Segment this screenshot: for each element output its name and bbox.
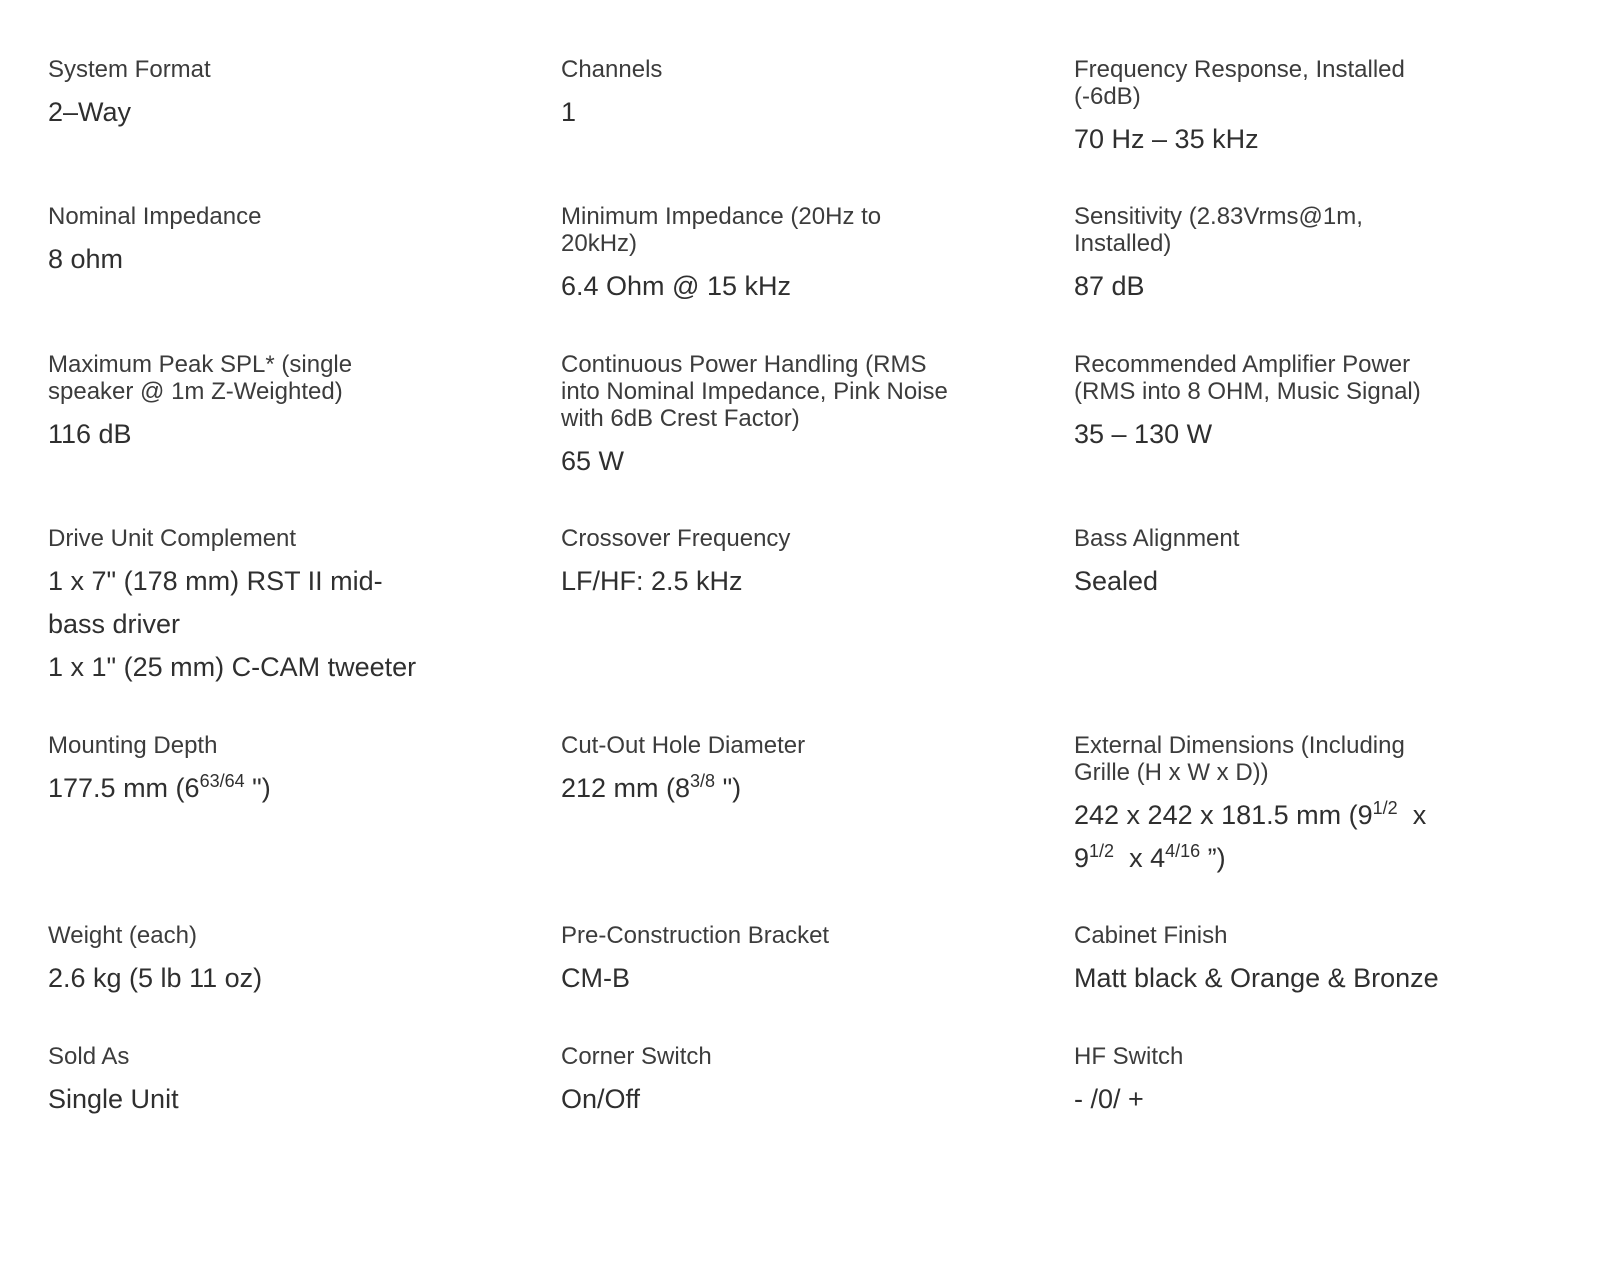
- spec-label: Nominal Impedance: [48, 203, 262, 230]
- spec-value: Matt black & Orange & Bronze: [1074, 963, 1439, 993]
- fraction: 4/16: [1165, 841, 1201, 861]
- spec-cabinet-finish: [1074, 922, 1464, 1000]
- spec-row: [48, 525, 1588, 732]
- value-text: "): [715, 773, 742, 803]
- spec-external-dimensions: [1074, 732, 1464, 880]
- spec-continuous-power-handling: [561, 351, 951, 483]
- spec-label: Weight (each): [48, 922, 197, 949]
- spec-value: [1074, 794, 1464, 880]
- spec-crossover-frequency: [561, 525, 951, 603]
- spec-label: Mounting Depth: [48, 732, 218, 759]
- spec-label: System Format: [48, 56, 211, 83]
- spec-value: Single Unit: [48, 1084, 179, 1114]
- spec-value: 8 ohm: [48, 244, 124, 274]
- spec-label: Recommended Amplifier Power (RMS into 8 OHM, Music Signal): [1074, 351, 1421, 405]
- spec-nominal-impedance: [48, 203, 438, 281]
- spec-label: Minimum Impedance (20Hz to 20kHz): [561, 203, 882, 257]
- spec-value: - /0/ +: [1074, 1084, 1144, 1114]
- fraction: 1/2: [1372, 798, 1398, 818]
- spec-value: 1 x 1" (25 mm) C-CAM tweeter: [48, 652, 417, 682]
- spec-value: 87 dB: [1074, 271, 1145, 301]
- spec-value: 116 dB: [48, 419, 132, 449]
- value-text: "): [244, 773, 271, 803]
- spec-value: 70 Hz – 35 kHz: [1074, 124, 1259, 154]
- spec-label: Cabinet Finish: [1074, 922, 1228, 949]
- spec-label: Channels: [561, 56, 663, 83]
- spec-table: [48, 56, 1588, 1121]
- fraction: 1/2: [1089, 841, 1115, 861]
- value-text: 242 x 242 x 181.5 mm (9: [1074, 800, 1373, 830]
- spec-mounting-depth: [48, 732, 438, 810]
- spec-value: [561, 767, 951, 810]
- spec-weight: [48, 922, 438, 1000]
- spec-value: CM-B: [561, 963, 630, 993]
- spec-label: Crossover Frequency: [561, 525, 791, 552]
- fraction: 3/8: [690, 771, 716, 791]
- spec-bass-alignment: [1074, 525, 1464, 603]
- value-text: 212 mm (8: [561, 773, 691, 803]
- spec-label: HF Switch: [1074, 1043, 1184, 1070]
- spec-value: On/Off: [561, 1084, 641, 1114]
- spec-frequency-response: [1074, 56, 1464, 161]
- spec-sensitivity: [1074, 203, 1464, 308]
- spec-label: Maximum Peak SPL* (single speaker @ 1m Z-Weighted): [48, 351, 353, 405]
- spec-label: External Dimensions (Including Grille (H x W x D)): [1074, 732, 1405, 786]
- spec-corner-switch: [561, 1043, 951, 1121]
- spec-system-format: [48, 56, 438, 134]
- spec-row: [48, 56, 1588, 203]
- spec-label: Sold As: [48, 1043, 130, 1070]
- spec-row: [48, 732, 1588, 922]
- value-text: ”): [1200, 843, 1226, 873]
- spec-sold-as: [48, 1043, 438, 1121]
- value-text: x 9: [1074, 800, 1434, 873]
- spec-value: 2–Way: [48, 97, 132, 127]
- spec-row: [48, 351, 1588, 525]
- fraction: 63/64: [199, 771, 245, 791]
- spec-value: 35 – 130 W: [1074, 419, 1213, 449]
- spec-label: Pre-Construction Bracket: [561, 922, 830, 949]
- spec-label: Frequency Response, Installed (-6dB): [1074, 56, 1405, 110]
- spec-channels: [561, 56, 951, 134]
- spec-hf-switch: [1074, 1043, 1464, 1121]
- spec-value: 1: [561, 97, 577, 127]
- spec-row: [48, 922, 1588, 1043]
- value-text: x 4: [1114, 843, 1166, 873]
- spec-row: [48, 1043, 1588, 1121]
- spec-pre-construction-bracket: [561, 922, 951, 1000]
- spec-drive-unit-complement: [48, 525, 438, 689]
- spec-maximum-peak-spl: [48, 351, 438, 456]
- spec-value: 2.6 kg (5 lb 11 oz): [48, 963, 263, 993]
- spec-row: [48, 203, 1588, 351]
- spec-label: Cut-Out Hole Diameter: [561, 732, 806, 759]
- spec-label: Drive Unit Complement: [48, 525, 297, 552]
- spec-value: 6.4 Ohm @ 15 kHz: [561, 271, 791, 301]
- spec-value: 1 x 7" (178 mm) RST II mid-bass driver: [48, 566, 383, 639]
- spec-value: [48, 767, 438, 810]
- spec-value: LF/HF: 2.5 kHz: [561, 566, 743, 596]
- value-text: 177.5 mm (6: [48, 773, 200, 803]
- spec-label: Continuous Power Handling (RMS into Nominal Impedance, Pink Noise with 6dB Crest Factor): [561, 351, 948, 432]
- spec-recommended-amplifier-power: [1074, 351, 1464, 456]
- spec-value: Sealed: [1074, 566, 1159, 596]
- spec-label: Bass Alignment: [1074, 525, 1240, 552]
- spec-label: Sensitivity (2.83Vrms@1m, Installed): [1074, 203, 1363, 257]
- spec-cut-out-hole-diameter: [561, 732, 951, 810]
- spec-label: Corner Switch: [561, 1043, 712, 1070]
- spec-value: 65 W: [561, 446, 625, 476]
- spec-minimum-impedance: [561, 203, 951, 308]
